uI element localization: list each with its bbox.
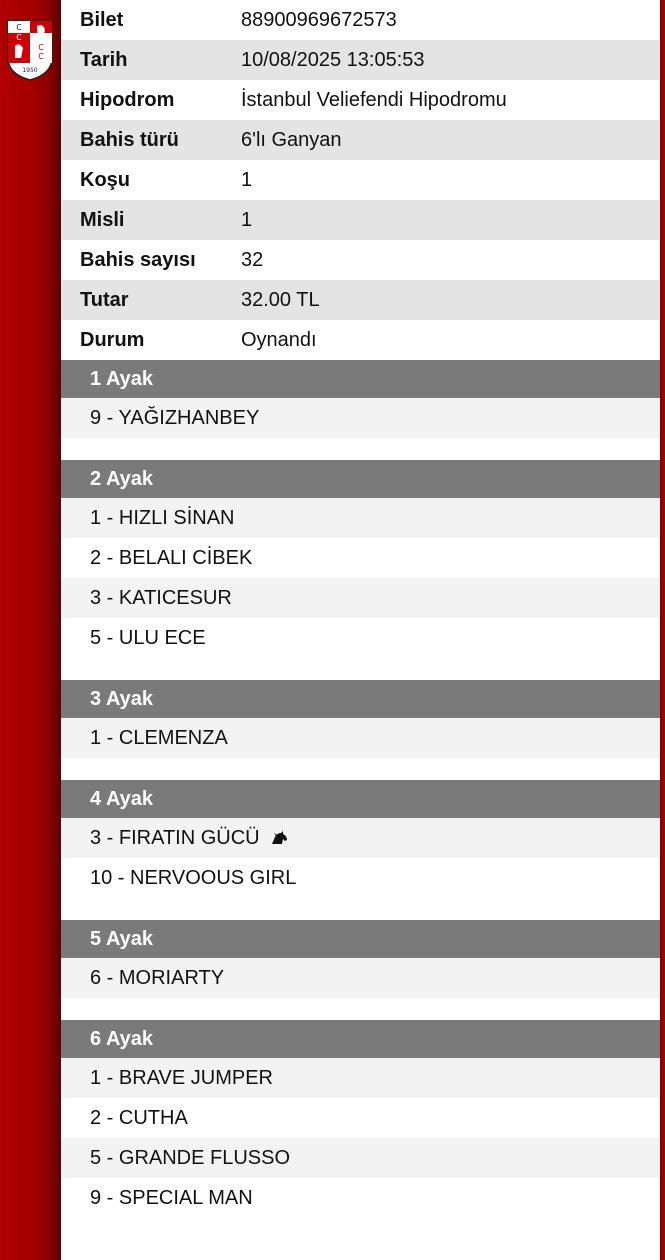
ticket-info-value: 1 [241, 208, 253, 231]
ticket-info-row [61, 120, 660, 160]
leg-section [61, 920, 660, 1020]
leg-horse-list [61, 718, 660, 758]
horse-row [61, 1098, 660, 1138]
leg-section [61, 780, 660, 920]
leg-horse-list [61, 1058, 660, 1218]
horse-row [61, 1138, 660, 1178]
leg-horse-list [61, 398, 660, 438]
horse-row [61, 958, 660, 998]
ticket-info-value: 32.00 TL [241, 288, 320, 311]
horse-row [61, 578, 660, 618]
ticket-info-row [61, 160, 660, 200]
horse-label: 1 - HIZLI SİNAN [90, 506, 235, 529]
leg-horse-list [61, 818, 660, 898]
leg-spacer [61, 998, 660, 1020]
logo-year: 1950 [22, 67, 38, 74]
leg-section [61, 360, 660, 460]
leg-header: 3 Ayak [61, 680, 660, 718]
horse-label: 9 - YAĞIZHANBEY [90, 406, 260, 429]
ticket-info-label: Durum [80, 328, 145, 351]
ticket-info-row [61, 280, 660, 320]
ticket-info-label: Misli [80, 208, 125, 231]
ticket-info-label: Tarih [80, 48, 128, 71]
ticket-info-label: Bahis sayısı [80, 248, 196, 271]
leg-header: 4 Ayak [61, 780, 660, 818]
leg-header: 1 Ayak [61, 360, 660, 398]
ticket-info-row [61, 80, 660, 120]
svg-text:C: C [16, 23, 22, 32]
leg-header: 2 Ayak [61, 460, 660, 498]
svg-text:C: C [38, 43, 44, 52]
horse-row [61, 1178, 660, 1218]
horse-row [61, 718, 660, 758]
leg-spacer [61, 758, 660, 780]
horse-label: 6 - MORIARTY [90, 966, 225, 989]
ticket-info-label: Tutar [80, 288, 129, 311]
horse-head-icon [270, 831, 288, 845]
ticket-info-table [61, 0, 660, 360]
ticket-info-row [61, 320, 660, 360]
horse-label: 2 - CUTHA [90, 1106, 188, 1129]
leg-section [61, 680, 660, 780]
horse-label: 9 - SPECIAL MAN [90, 1186, 253, 1209]
horse-label: 2 - BELALI CİBEK [90, 546, 253, 569]
ticket-info-value: 6'lı Ganyan [241, 128, 342, 151]
ticket-info-label: Bahis türü [80, 128, 179, 151]
leg-horse-list [61, 498, 660, 658]
horse-row [61, 618, 660, 658]
horse-row [61, 498, 660, 538]
left-brand-bar [0, 0, 61, 1260]
ticket-info-row [61, 240, 660, 280]
ticket-info-value: 1 [241, 168, 253, 191]
ticket-info-label: Bilet [80, 8, 124, 31]
leg-header: 5 Ayak [61, 920, 660, 958]
ticket-info-value: İstanbul Veliefendi Hipodromu [241, 88, 507, 111]
horse-row [61, 818, 660, 858]
ticket-info-label: Koşu [80, 168, 130, 191]
ticket-info-row [61, 0, 660, 40]
club-logo-icon [5, 18, 55, 82]
ticket-info-row [61, 200, 660, 240]
horse-label: 3 - FIRATIN GÜCÜ [90, 826, 260, 849]
svg-text:C: C [16, 33, 22, 42]
leg-header: 6 Ayak [61, 1020, 660, 1058]
horse-row [61, 398, 660, 438]
horse-row [61, 858, 660, 898]
leg-spacer [61, 1218, 660, 1240]
ticket-info-label: Hipodrom [80, 88, 175, 111]
ticket-info-value: Oynandı [241, 328, 317, 351]
ticket-info-value: 88900969672573 [241, 8, 397, 31]
ticket-detail [61, 0, 660, 1260]
leg-spacer [61, 438, 660, 460]
leg-horse-list [61, 958, 660, 998]
leg-section [61, 1020, 660, 1240]
ticket-info-row [61, 40, 660, 80]
svg-text:C: C [38, 52, 44, 61]
leg-spacer [61, 658, 660, 680]
ticket-legs [61, 360, 660, 1240]
horse-label: 5 - ULU ECE [90, 626, 206, 649]
horse-label: 5 - GRANDE FLUSSO [90, 1146, 291, 1169]
horse-label: 1 - CLEMENZA [90, 726, 228, 749]
leg-section [61, 460, 660, 680]
horse-label: 3 - KATICESUR [90, 586, 232, 609]
leg-spacer [61, 898, 660, 920]
horse-label: 1 - BRAVE JUMPER [90, 1066, 273, 1089]
right-brand-bar [660, 0, 665, 1260]
horse-row [61, 538, 660, 578]
ticket-info-value: 32 [241, 248, 264, 271]
ticket-info-value: 10/08/2025 13:05:53 [241, 48, 425, 71]
horse-label: 10 - NERVOOUS GIRL [90, 866, 297, 889]
horse-row [61, 1058, 660, 1098]
